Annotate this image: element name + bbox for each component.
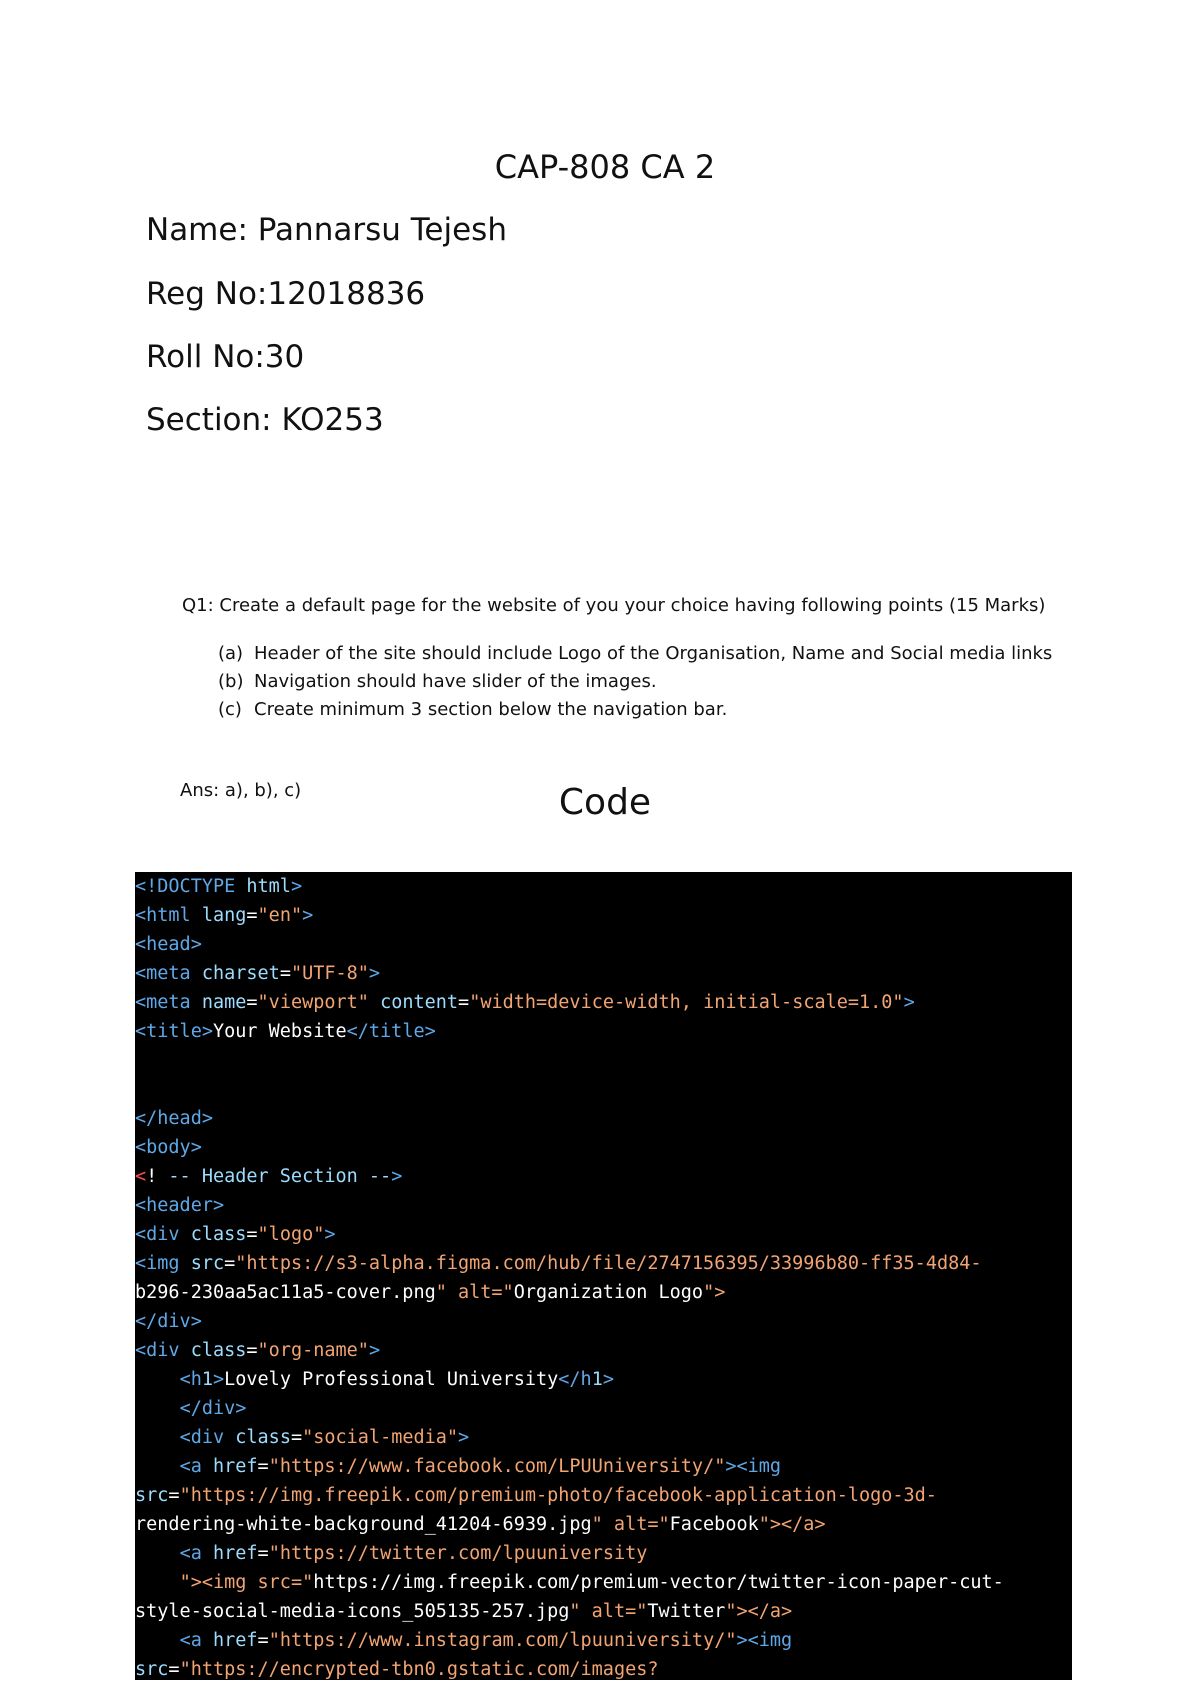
question-point (218, 668, 1052, 696)
point-text: Header of the site should include Logo of the Organisation, Name and Social media links (254, 643, 1053, 664)
question-text: Q1: Create a default page for the website of you your choice having following points (15 Marks) (182, 595, 1046, 616)
student-name: Name: Pannarsu Tejesh (146, 212, 507, 248)
code-line: <meta name="viewport" content="width=device-width, initial-scale=1.0"> (135, 992, 915, 1013)
code-line: <a href="https://twitter.com/lpuuniversity (179, 1543, 648, 1564)
code-line: <img src="https://s3-alpha.figma.com/hub/file/2747156395/33996b80-ff35-4d84- (135, 1253, 982, 1274)
code-line: <body> (135, 1137, 202, 1158)
code-line: <head> (135, 934, 202, 955)
code-line: </div> (135, 1311, 202, 1332)
code-line: <div class="logo"> (135, 1224, 336, 1245)
answer-label: Ans: a), b), c) (180, 780, 302, 801)
question-point (218, 696, 1052, 724)
code-line: <div class="org-name"> (135, 1340, 381, 1361)
code-line: <header> (135, 1195, 225, 1216)
code-line: </div> (179, 1398, 247, 1419)
point-marker: (a) (218, 643, 244, 664)
code-line: style-social-media-icons_505135-257.jpg" alt="Twitter"></a> (135, 1601, 793, 1622)
code-line: rendering-white-background_41204-6939.jpg" alt="Facebook"></a> (135, 1514, 826, 1535)
code-line: <a href="https://www.facebook.com/LPUUniversity/"><img (179, 1456, 782, 1477)
code-line: "><img src="https://img.freepik.com/premium-vector/twitter-icon-paper-cut- (179, 1572, 1004, 1593)
point-marker: (b) (218, 671, 244, 692)
roll-number: Roll No:30 (146, 339, 305, 375)
code-line: </head> (135, 1108, 213, 1129)
code-line: b296-230aa5ac11a5-cover.png" alt="Organization Logo"> (135, 1282, 726, 1303)
code-line: <h1>Lovely Professional University</h1> (179, 1369, 614, 1390)
code-screenshot (135, 872, 1072, 1680)
question-point (218, 640, 1052, 668)
document-title: CAP-808 CA 2 (494, 148, 716, 186)
code-line (135, 1075, 1072, 1104)
code-line (135, 1046, 1072, 1075)
question-points (218, 640, 1052, 724)
point-text: Navigation should have slider of the images. (254, 671, 657, 692)
code-line: src="https://encrypted-tbn0.gstatic.com/images? (135, 1659, 659, 1680)
code-line: <title>Your Website</title> (135, 1021, 436, 1042)
code-line: <div class="social-media"> (179, 1427, 470, 1448)
section-code: Section: KO253 (146, 402, 384, 438)
code-heading: Code (558, 782, 652, 823)
code-line: <meta charset="UTF-8"> (135, 963, 381, 984)
registration-number: Reg No:12018836 (146, 276, 426, 312)
point-marker: (c) (218, 699, 242, 720)
code-line: <html lang="en"> (135, 905, 314, 926)
code-line: <! -- Header Section --> (135, 1166, 403, 1187)
code-line: <a href="https://www.instagram.com/lpuuniversity/"><img (179, 1630, 793, 1651)
code-line: src="https://img.freepik.com/premium-photo/facebook-application-logo-3d- (135, 1485, 937, 1506)
point-text: Create minimum 3 section below the navigation bar. (254, 699, 728, 720)
code-line: <!DOCTYPE html> (135, 876, 303, 897)
